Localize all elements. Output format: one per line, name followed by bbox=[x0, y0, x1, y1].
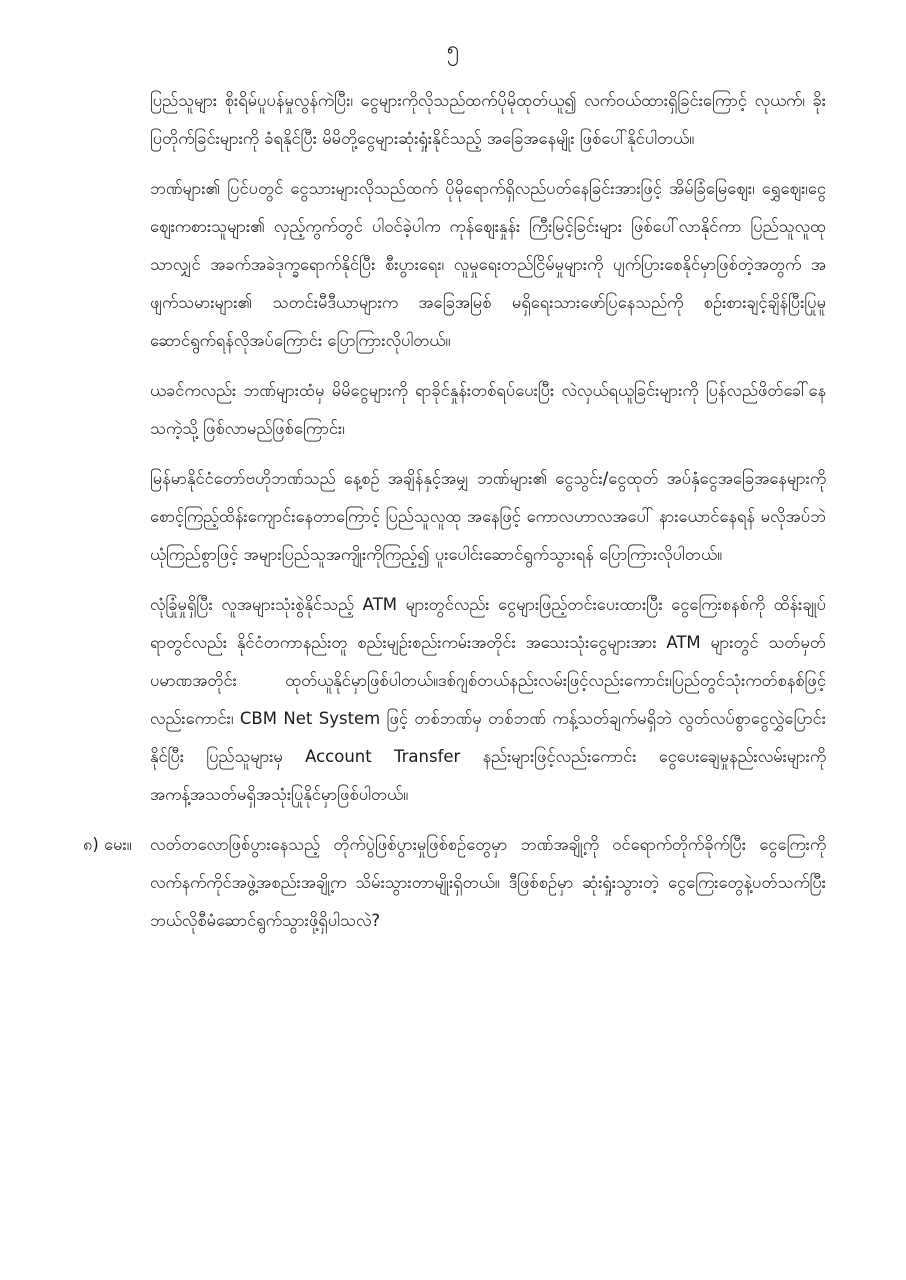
paragraph-3: ယခင်ကလည်း ဘဏ်များထံမှ မိမိငွေများကို ရာခိုင်နှုန်းတစ်ရပ်ပေးပြီး လဲလှယ်ရယူခြင်းများကို ပြန်လည်ဖိတ်ခေါ်နေသကဲ့သို့ ဖြစ်လာမည်ဖြစ်ကြောင်း၊ bbox=[150, 381, 826, 438]
paragraph-5: လုံခြုံမှုရှိပြီး လူအများသုံးစွဲနိုင်သည့် ATM များတွင်လည်း ငွေများဖြည့်တင်းပေးထားပြီး ငွေကြေးစနစ်ကို ထိန်းချုပ်ရာတွင်လည်း နိုင်ငံတကာနည်းတူ စည်းမျဉ်းစည်းကမ်းအတိုင်း အသေးသုံးငွေများအား ATM များတွင် သတ်မှတ်ပမာဏအတိုင်း ထုတ်ယူနိုင်မှာဖြစ်ပါတယ်။ဒစ်ဂျစ်တယ်နည်းလမ်းဖြင့်လည်းကောင်း၊ပြည်တွင်သုံးကတ်စနစ်ဖြင့်လည်းကောင်း၊ CBM Net System ဖြင့် တစ်ဘဏ်မှ တစ်ဘဏ် ကန့်သတ်ချက်မရှိဘဲ လွတ်လပ်စွာငွေလွှဲပြောင်းနိုင်ပြီး ပြည်သူများမှ Account Transfer နည်းများဖြင့်လည်းကောင်း ငွေပေးချေမှုနည်းလမ်းများကို အကန့်အသတ်မရှိအသုံးပြုနိုင်မှာဖြစ်ပါတယ်။ bbox=[150, 595, 826, 804]
question-text: လတ်တလောဖြစ်ပွားနေသည့် တိုက်ပွဲဖြစ်ပွားမှုဖြစ်စဉ်တွေမှာ ဘဏ်အချို့ကို ဝင်ရောက်တိုက်ခိုက်ပြီး ငွေကြေးကို လက်နက်ကိုင်အဖွဲ့အစည်းအချို့က သိမ်းသွားတာမျိုးရှိတယ်။ ဒီဖြစ်စဉ်မှာ ဆုံးရှုံးသွားတဲ့ ငွေကြေးတွေနဲ့ပတ်သက်ပြီး ဘယ်လိုစီမံဆောင်ရွက်သွားဖို့ရှိပါသလဲ? bbox=[150, 835, 826, 930]
paragraph-1: ပြည်သူများ စိုးရိမ်ပူပန်မှုလွန်ကဲပြီး၊ ငွေများကိုလိုသည်ထက်ပိုမိုထုတ်ယူ၍ လက်ဝယ်ထားရှိခြင်းကြောင့် လုယက်၊ ခိုးပြတိုက်ခြင်းများကို ခံရနိုင်ပြီး မိမိတို့ငွေများဆုံးရှုံးနိုင်သည့် အခြေအနေမျိုး ဖြစ်ပေါ်နိုင်ပါတယ်။ bbox=[150, 91, 826, 148]
question-block bbox=[83, 826, 826, 940]
paragraph-4: မြန်မာနိုင်ငံတော်ဗဟိုဘဏ်သည် နေ့စဉ် အချိန်နှင့်အမျှ ဘဏ်များ၏ ငွေသွင်း/ငွေထုတ် အပ်နှံငွေအခြေအနေများကို စောင့်ကြည့်ထိန်းကျောင်းနေတာကြောင့် ပြည်သူလူထု အနေဖြင့် ကောလဟာလအပေါ် နားယောင်နေရန် မလိုအပ်ဘဲ ယုံကြည်စွာဖြင့် အများပြည်သူအကျိုးကိုကြည့်၍ ပူးပေါင်းဆောင်ရွက်သွားရန် ပြောကြားလိုပါတယ်။ bbox=[150, 469, 826, 564]
question-marker: ၈) မေး။ bbox=[83, 835, 132, 854]
document-body bbox=[83, 82, 826, 940]
paragraph-2: ဘဏ်များ၏ ပြင်ပတွင် ငွေသားများလိုသည်ထက် ပိုမိုရောက်ရှိလည်ပတ်နေခြင်းအားဖြင့် အိမ်ခြံမြေဈေး၊ ရွှေဈေး၊ငွေဈေးကစားသူများ၏ လှည့်ကွက်တွင် ပါဝင်ခဲ့ပါက ကုန်ဈေးနှုန်း ကြီးမြင့်ခြင်းများ ဖြစ်ပေါ်လာနိုင်ကာ ပြည်သူလူထုသာလျှင် အခက်အခဲဒုက္ခရောက်နိုင်ပြီး စီးပွားရေး၊ လူမှုရေးတည်ငြိမ်မှုများကို ပျက်ပြားစေနိုင်မှာဖြစ်တဲ့အတွက် အဖျက်သမားများ၏ သတင်းမီဒီယာများက အခြေအမြစ် မရှိရေးသားဖော်ပြနေသည်ကို စဉ်းစားချင့်ချိန်ပြီးပြုမူဆောင်ရွက်ရန်လိုအပ်ကြောင်း ပြောကြားလိုပါတယ်။ bbox=[150, 179, 826, 350]
page-number: ၅ bbox=[446, 37, 460, 62]
